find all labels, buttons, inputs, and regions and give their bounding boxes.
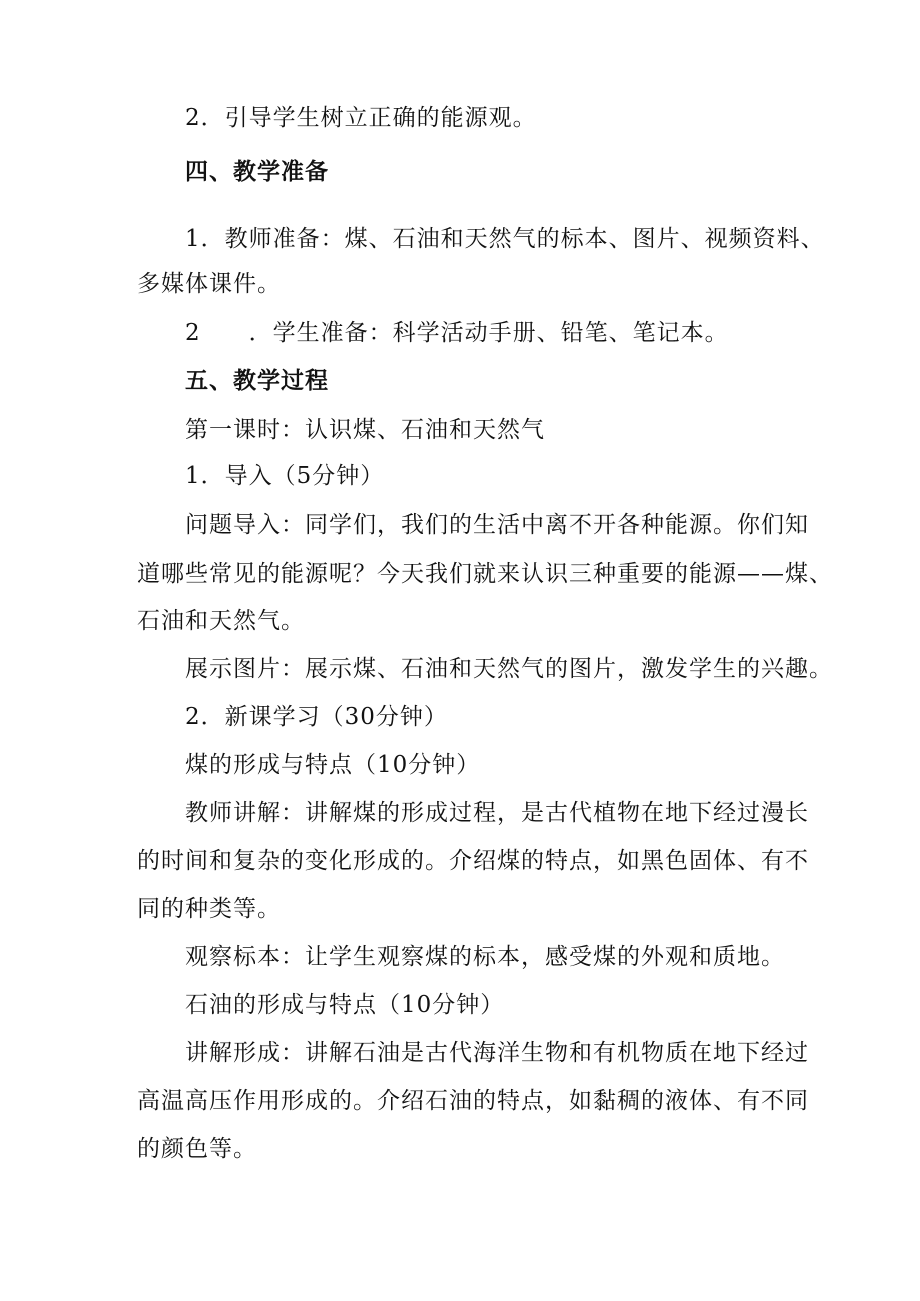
oil-explanation-line-2: 高温高压作用形成的。介绍石油的特点，如黏稠的液体、有不同 — [137, 1088, 809, 1114]
question-intro-line-3: 石油和天然气。 — [137, 608, 305, 634]
question-intro-line-1: 问题导入：同学们，我们的生活中离不开各种能源。你们知 — [185, 512, 809, 538]
coal-observation: 观察标本：让学生观察煤的标本，感受煤的外观和质地。 — [185, 944, 785, 970]
show-pictures: 展示图片：展示煤、石油和天然气的图片，激发学生的兴趣。 — [185, 656, 833, 682]
question-intro-line-2: 道哪些常见的能源呢？今天我们就来认识三种重要的能源——煤、 — [137, 561, 833, 587]
step-2-new-lesson: 2．新课学习（30分钟） — [185, 704, 448, 730]
lesson-1-title: 第一课时：认识煤、石油和天然气 — [185, 417, 545, 443]
coal-explanation-line-3: 同的种类等。 — [137, 896, 281, 922]
coal-explanation-line-1: 教师讲解：讲解煤的形成过程，是古代植物在地下经过漫长 — [185, 800, 809, 826]
coal-subtitle: 煤的形成与特点（10分钟） — [185, 752, 481, 778]
oil-explanation-line-1: 讲解形成：讲解石油是古代海洋生物和有机物质在地下经过 — [185, 1040, 809, 1066]
section-heading-process: 五、教学过程 — [185, 368, 329, 394]
teaching-goal-2: 2．引导学生树立正确的能源观。 — [185, 105, 537, 131]
preparation-2: 2 ．学生准备：科学活动手册、铅笔、笔记本。 — [185, 320, 729, 346]
oil-subtitle: 石油的形成与特点（10分钟） — [185, 992, 505, 1018]
step-1-intro: 1．导入（5分钟） — [185, 463, 385, 489]
section-heading-preparation: 四、教学准备 — [185, 159, 329, 185]
preparation-1-line-2: 多媒体课件。 — [137, 271, 281, 297]
oil-explanation-line-3: 的颜色等。 — [137, 1136, 257, 1162]
preparation-1-line-1: 1．教师准备：煤、石油和天然气的标本、图片、视频资料、 — [185, 226, 825, 252]
coal-explanation-line-2: 的时间和复杂的变化形成的。介绍煤的特点，如黑色固体、有不 — [137, 848, 809, 874]
